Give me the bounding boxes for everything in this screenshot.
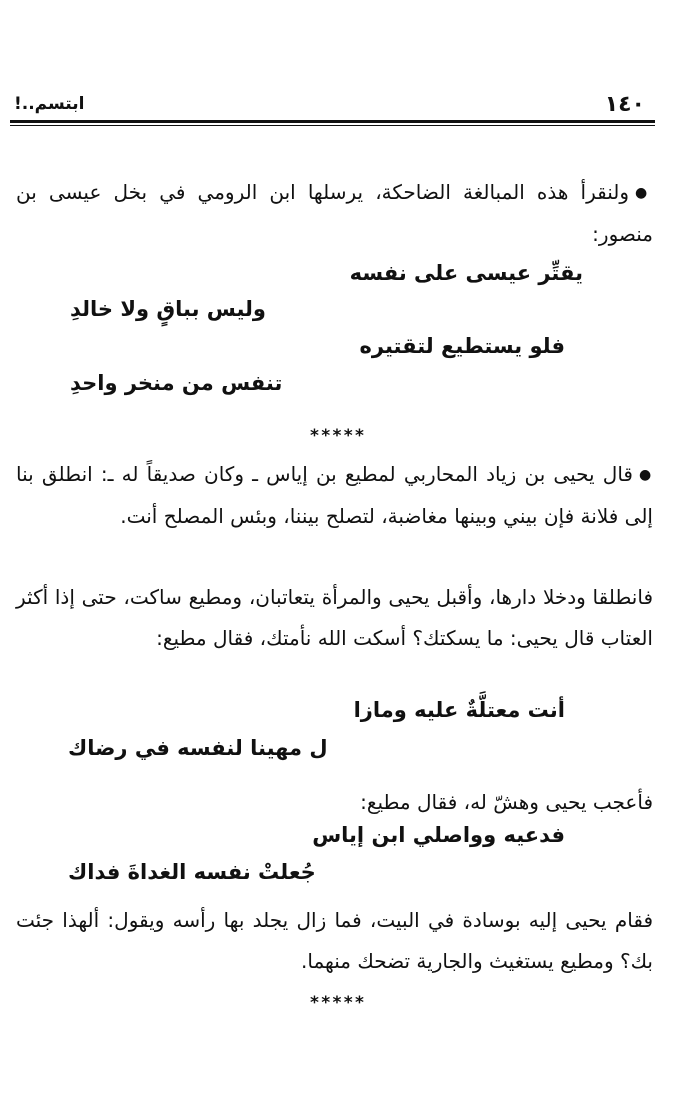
- page-header: [14, 92, 647, 118]
- section-separator-1: *****: [309, 426, 366, 446]
- bullet-icon: ●: [635, 185, 653, 201]
- running-title: ابتسم..!: [14, 94, 85, 114]
- page-number: ١٤٠: [604, 92, 645, 117]
- bullet-icon: ●: [638, 467, 653, 483]
- poem-2-line-1: أنت معتلَّةٌ عليه ومازا: [353, 698, 565, 722]
- poem-1-line-4: تنفس من منخر واحدِ: [70, 371, 283, 395]
- paragraph-2: [16, 454, 653, 537]
- poem-3-line-1: فدعيه وواصلي ابن إياس: [312, 823, 565, 847]
- poem-3-line-2: جُعلتْ نفسه الغداةَ فداك: [68, 860, 316, 884]
- header-rule: [10, 120, 655, 123]
- poem-1-line-1: يقتِّر عيسى على نفسه: [349, 261, 583, 285]
- header-rule-thin: [10, 125, 655, 126]
- paragraph-3: فانطلقا ودخلا دارها، وأقبل يحيى والمرأة يتعاتبان، ومطيع ساكت، حتى إذا أكثر العتاب قال يحيى: ما يسكتك؟ أسكت الله نأمتك، فقال مطيع:: [16, 585, 653, 650]
- paragraph-2-text: قال يحيى بن زياد المحاربي لمطيع بن إياس ـ وكان صديقاً له ـ: انطلق بنا إلى فلانة فإن بيني وبينها مغاضبة، لتصلح بيننا، وبئس المصلح أنت.: [16, 462, 653, 528]
- poem-1-line-3: فلو يستطيع لتقتيره: [359, 334, 565, 358]
- section-separator-2: *****: [309, 993, 366, 1013]
- paragraph-1: [16, 172, 653, 255]
- paragraph-5: فقام يحيى إليه بوسادة في البيت، فما زال يجلد بها رأسه ويقول: ألهذا جئت بك؟ ومطيع يستغيث والجارية تضحك منهما.: [16, 908, 653, 973]
- poem-2-line-2: ل مهينا لنفسه في رضاك: [68, 736, 328, 760]
- paragraph-1-text: ولنقرأ هذه المبالغة الضاحكة، يرسلها ابن الرومي في بخل عيسى بن منصور:: [16, 180, 653, 246]
- poem-1-line-2: وليس بباقٍ ولا خالدِ: [70, 297, 266, 321]
- paragraph-4: فأعجب يحيى وهشّ له، فقال مطيع:: [360, 790, 653, 814]
